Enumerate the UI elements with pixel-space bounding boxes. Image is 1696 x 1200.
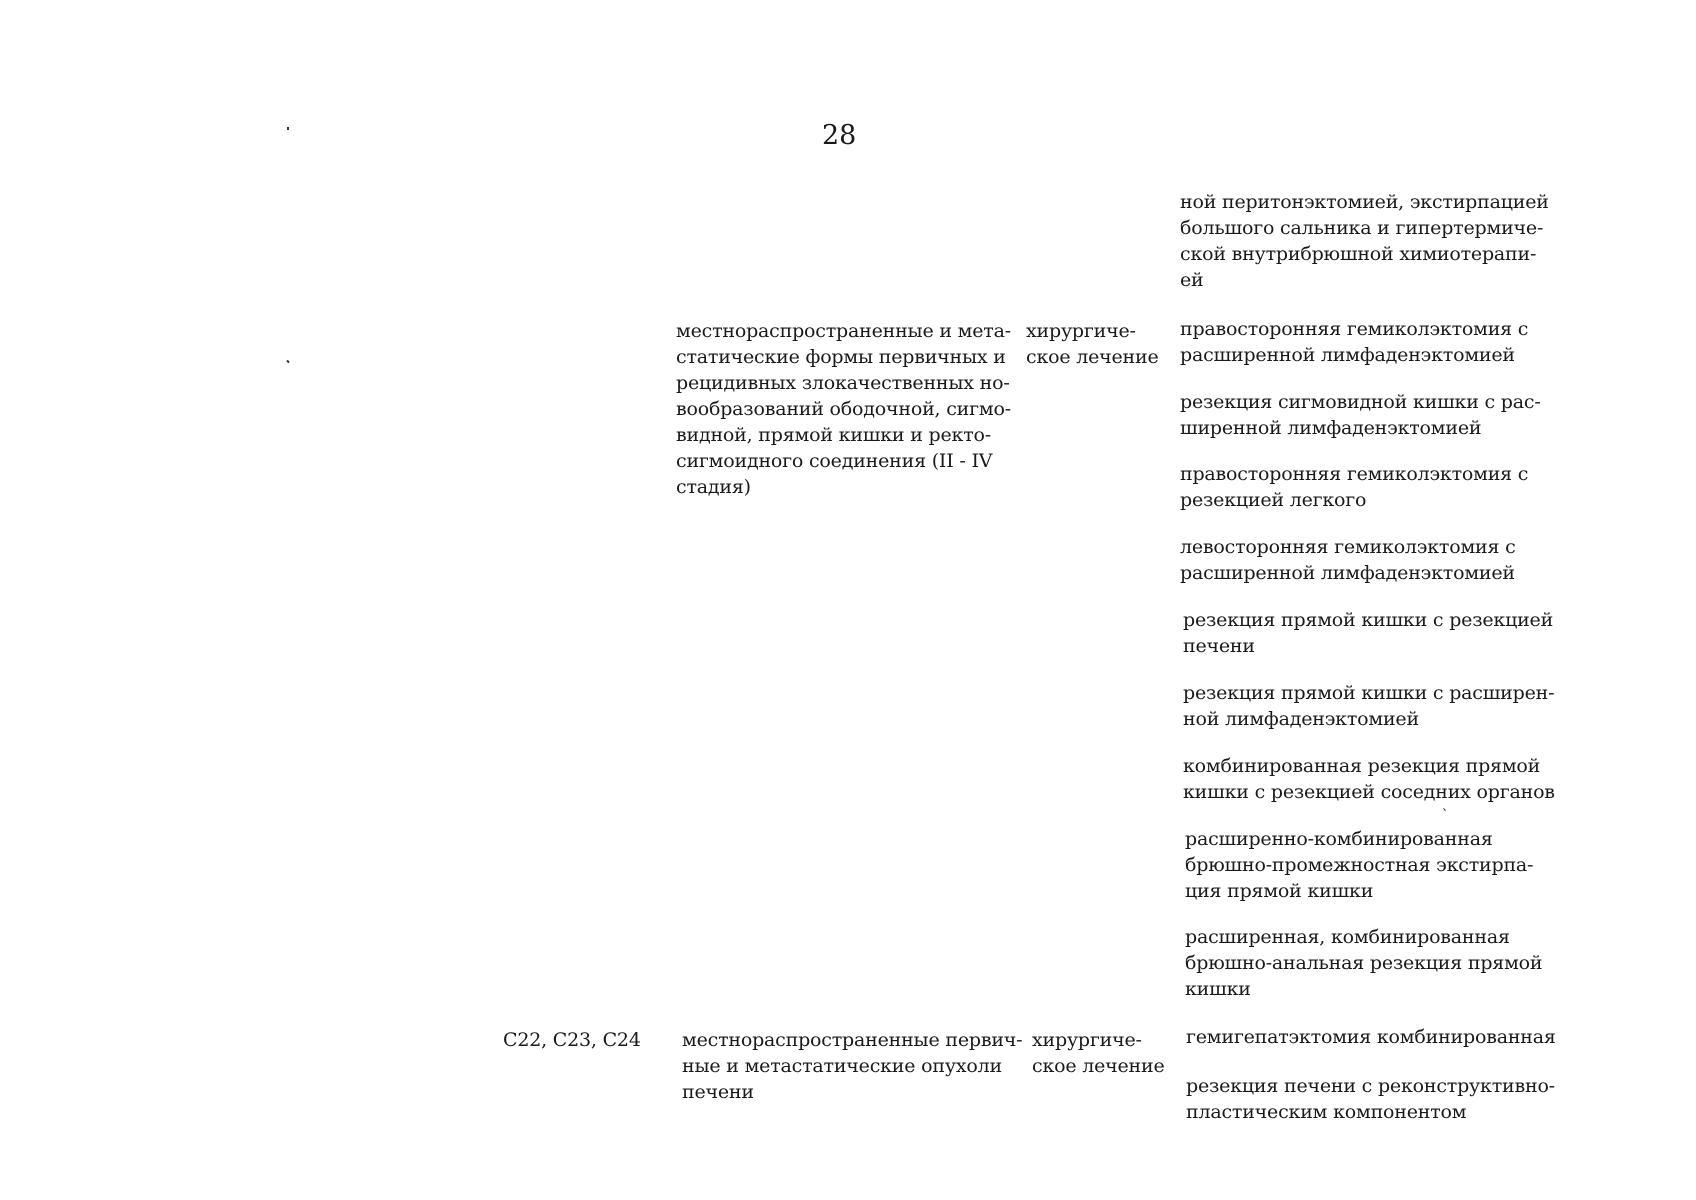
treatment-method: расширенно-комбинированная брюшно-промежностная экстирпа- ция прямой кишки <box>1185 828 1534 902</box>
treatment-method: резекция прямой кишки с резекцией печени <box>1183 609 1554 657</box>
treatment-method: резекция прямой кишки с расширен- ной лимфаденэктомией <box>1183 682 1555 730</box>
treatment-method: резекция печени с реконструктивно- пластическим компонентом <box>1186 1075 1555 1123</box>
treatment-type-cell: хирургиче- ское лечение <box>1026 320 1159 368</box>
treatment-type-cell: хирургиче- ское лечение <box>1032 1029 1165 1077</box>
treatment-method-continuation: ной перитонэктомией, экстирпацией большого сальника и гипертермиче- ской внутрибрюшной химиотерапи- ей <box>1180 191 1549 291</box>
treatment-method: правосторонняя гемиколэктомия с расширенной лимфаденэктомией <box>1180 318 1529 366</box>
scan-artifact <box>286 360 289 364</box>
treatment-method: расширенная, комбинированная брюшно-анальная резекция прямой кишки <box>1185 926 1543 1000</box>
diagnosis-cell: местнораспространенные и мета- статические формы первичных и рецидивных злокачественных но- вообразований ободочной, сигмо- видной, прямой кишки и ректо- сигмоидного соединения (II - IV стадия) <box>676 320 1011 498</box>
treatment-method: гемигепатэктомия комбинированная <box>1186 1026 1556 1048</box>
scan-artifact <box>287 127 289 130</box>
icd-code-cell: C22, C23, C24 <box>503 1029 641 1051</box>
diagnosis-cell: местнораспространенные первич- ные и метастатические опухоли печени <box>682 1029 1023 1103</box>
treatment-method: комбинированная резекция прямой кишки с резекцией соседних органов <box>1183 755 1555 803</box>
treatment-method: правосторонняя гемиколэктомия с резекцией легкого <box>1180 463 1529 511</box>
treatment-method: резекция сигмовидной кишки с рас- ширенной лимфаденэктомией <box>1180 391 1541 439</box>
page-number: 28 <box>822 120 857 151</box>
treatment-method: левосторонняя гемиколэктомия с расширенной лимфаденэктомией <box>1180 536 1516 584</box>
scan-artifact <box>1443 808 1446 811</box>
